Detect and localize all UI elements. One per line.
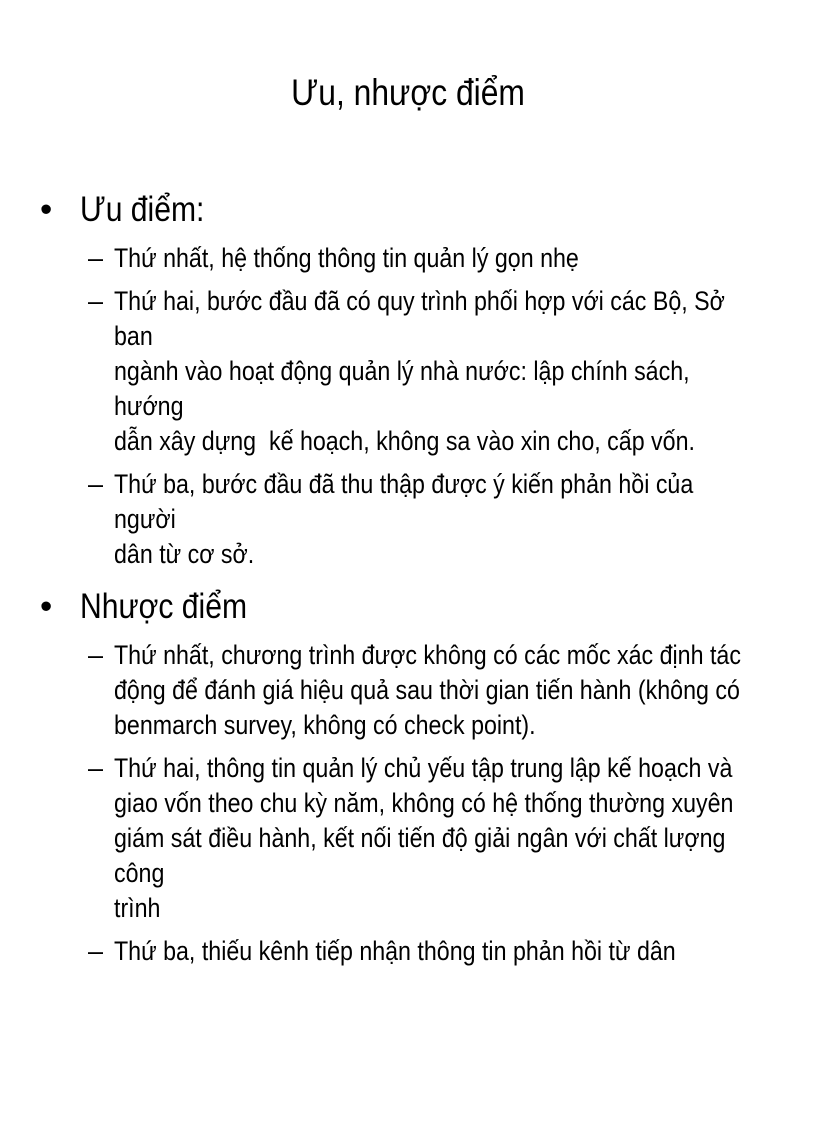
list-item — [40, 638, 780, 743]
list-item — [40, 241, 780, 276]
list-item — [40, 934, 780, 969]
section-advantages — [40, 185, 780, 572]
list-item-text: Thứ hai, bước đầu đã có quy trình phối hợp với các Bộ, Sở ban ngành vào hoạt động quản lý nhà nước: lập chính sách, hướng dẫn xây dựng kế hoạch, không sa vào xin cho, cấp vốn. — [114, 286, 725, 456]
list-item-text: Thứ ba, bước đầu đã thu thập được ý kiến phản hồi của người dân từ cơ sở. — [114, 469, 694, 569]
advantages-list — [40, 241, 780, 572]
bullet-icon: • — [40, 190, 53, 229]
list-item-text: Thứ nhất, chương trình được không có các mốc xác định tác động để đánh giá hiệu quả sau thời gian tiến hành (không có benmarch survey, không có check point). — [114, 640, 741, 740]
bullet-icon: • — [40, 587, 53, 626]
list-item — [40, 467, 780, 572]
list-item-text: Thứ ba, thiếu kênh tiếp nhận thông tin phản hồi từ dân — [114, 936, 676, 966]
dash-icon: – — [88, 753, 104, 783]
dash-icon: – — [88, 286, 104, 316]
slide-content — [40, 185, 780, 977]
list-item — [40, 751, 780, 926]
section-heading — [40, 582, 780, 632]
dash-icon: – — [88, 640, 104, 670]
dash-icon: – — [88, 469, 104, 499]
disadvantages-list — [40, 638, 780, 969]
list-item-text: Thứ hai, thông tin quản lý chủ yếu tập trung lập kế hoạch và giao vốn theo chu kỳ năm, không có hệ thống thường xuyên giám sát điều hành, kết nối tiến độ giải ngân với chất lượng công trình — [114, 753, 734, 923]
dash-icon: – — [88, 936, 104, 966]
section-disadvantages — [40, 582, 780, 969]
section-heading-text: Nhược điểm — [80, 587, 248, 626]
section-heading — [40, 185, 780, 235]
dash-icon: – — [88, 243, 104, 273]
section-heading-text: Ưu điểm: — [80, 190, 205, 229]
slide-title: Ưu, nhược điểm — [291, 72, 525, 113]
list-item — [40, 284, 780, 459]
list-item-text: Thứ nhất, hệ thống thông tin quản lý gọn nhẹ — [114, 243, 579, 273]
